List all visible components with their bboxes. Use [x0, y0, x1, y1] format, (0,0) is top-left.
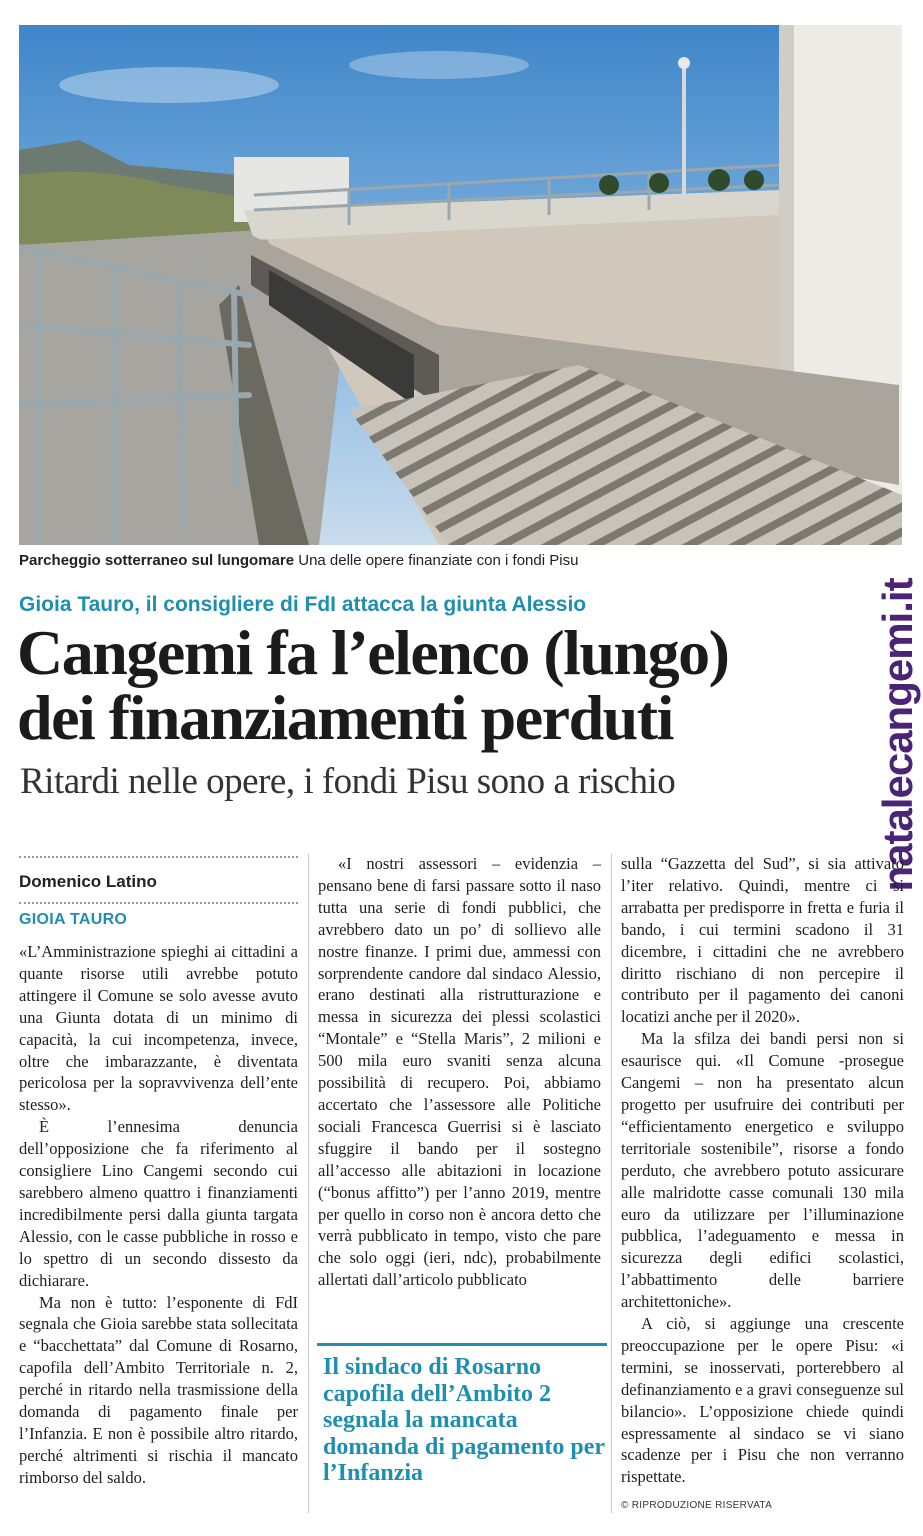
parking-photo-illustration — [19, 25, 902, 545]
paragraph: «I nostri assessori – evidenzia – pensano bene di farsi passare sotto il naso tutta una serie di fondi pubblici, che avrebbero dato un po’ di sollievo alle nostre finanze. I primi due, ammessi con sorprendente candore dal sindaco Alessio, erano destinati alla ristrutturazione e messa in sicurezza dei plessi scolastici “Montale” e “Stella Maris”, 2 milioni e 500 mila euro svaniti senza alcuna possibilità di recupero. Poi, abbiamo accertato che l’assessore alle Politiche sociali Francesca Guerrisi si è lasciato sfuggire il bando per il sostegno all’accesso alle abitazioni in locazione (“bonus affitto”) per l’anno 2019, mentre per quello in corso non è ancora detto che verrà pubblicato in tempo, visto che pare che solo oggi (ieri, ndc), probabilmente allertati dall’articolo pubblicato — [318, 854, 601, 1290]
photo-caption — [19, 551, 819, 571]
paragraph: Ma la sfilza dei bandi persi non si esaurisce qui. «Il Comune -prosegue Cangemi – non ha presentato alcun progetto per usufruire dei contributi per “efficientamento energetico e sviluppo territoriale sostenibile”, risorse a fondo perduto, che avrebbero potuto assicurare alle malridotte casse comunali 130 mila euro da utilizzare per l’illuminazione pubblica, l’adeguamento e messa in sicurezza degli edifici scolastici, l’abbattimento delle barriere architettoniche». — [621, 1029, 904, 1312]
pull-quote-text: Il sindaco di Rosarno capofila dell’Ambito 2 segnala la mancata domanda di pagamento per l’Infanzia — [323, 1354, 605, 1486]
headline-line-1: Cangemi fa l’elenco (lungo) — [17, 617, 729, 688]
dateline: GIOIA TAURO — [19, 911, 128, 928]
side-brand-text: natalecangemi.it — [874, 578, 921, 892]
column-rule-2 — [611, 853, 612, 1513]
article-column-1 — [19, 941, 298, 1489]
caption-title: Parcheggio sotterraneo sul lungomare — [19, 552, 295, 569]
caption-text: Una delle opere finanziate con i fondi Pisu — [294, 552, 579, 569]
article-column-2 — [318, 853, 601, 1291]
headline — [17, 617, 867, 753]
article-column-3 — [621, 853, 904, 1488]
copyright-notice: © RIPRODUZIONE RISERVATA — [621, 1500, 773, 1511]
byline-divider-bottom — [19, 902, 298, 904]
byline: Domenico Latino — [19, 872, 157, 891]
paragraph: «L’Amministrazione spieghi ai cittadini a quante risorse utili avrebbe potuto attingere il Comune se solo avesse avuto una Giunta dotata di un minimo di capacità, la cui incompetenza, invece, oltre che imbarazzante, è diventata pericolosa per la sopravvivenza dell’ente stesso». — [19, 942, 298, 1115]
article-photo — [19, 25, 902, 545]
column-rule-1 — [308, 853, 309, 1513]
paragraph: A ciò, si aggiunge una crescente preoccupazione per le opere Pisu: «i termini, se inosservati, porterebbero al definanziamento e a gravi conseguenze sul bilancio». L’opposizione chiede quindi espressamente al sindaco se vi siano scadenze per i Pisu che non verranno rispettate. — [621, 1314, 904, 1487]
paragraph: sulla “Gazzetta del Sud”, si sia attivato l’iter relativo. Quindi, mentre ci si arrabatta per predisporre in fretta e furia il bando, i cui termini scadono il 31 dicembre, i cittadini che ne avrebbero diritto rischiano di non percepire il contributo per il pagamento dei canoni locatizi anche per il 2020». — [621, 854, 904, 1027]
paragraph: È l’ennesima denuncia dell’opposizione che fa riferimento al consigliere Lino Cangemi secondo cui sarebbero almeno quattro i finanziamenti incredibilmente persi dalla giunta targata Alessio, con le casse pubbliche in rosso e lo spettro di un secondo dissesto da dichiarare. — [19, 1117, 298, 1290]
paragraph: Ma non è tutto: l’esponente di FdI segnala che Gioia sarebbe stata sollecitata e “bacchettata” dal Comune di Rosarno, capofila dell’Ambito Territoriale n. 2, perché in ritardo nella trasmissione della domanda di pagamento finale per l’Infanzia. E non è possibile altro ritardo, perché altrimenti si rischia il mancato rimborso del saldo. — [19, 1292, 298, 1487]
subheadline: Ritardi nelle opere, i fondi Pisu sono a rischio — [20, 761, 676, 802]
kicker: Gioia Tauro, il consigliere di FdI attacca la giunta Alessio — [19, 593, 587, 616]
pull-quote — [317, 1343, 607, 1521]
byline-divider-top — [19, 856, 298, 858]
headline-line-2: dei finanziamenti perduti — [17, 682, 673, 753]
